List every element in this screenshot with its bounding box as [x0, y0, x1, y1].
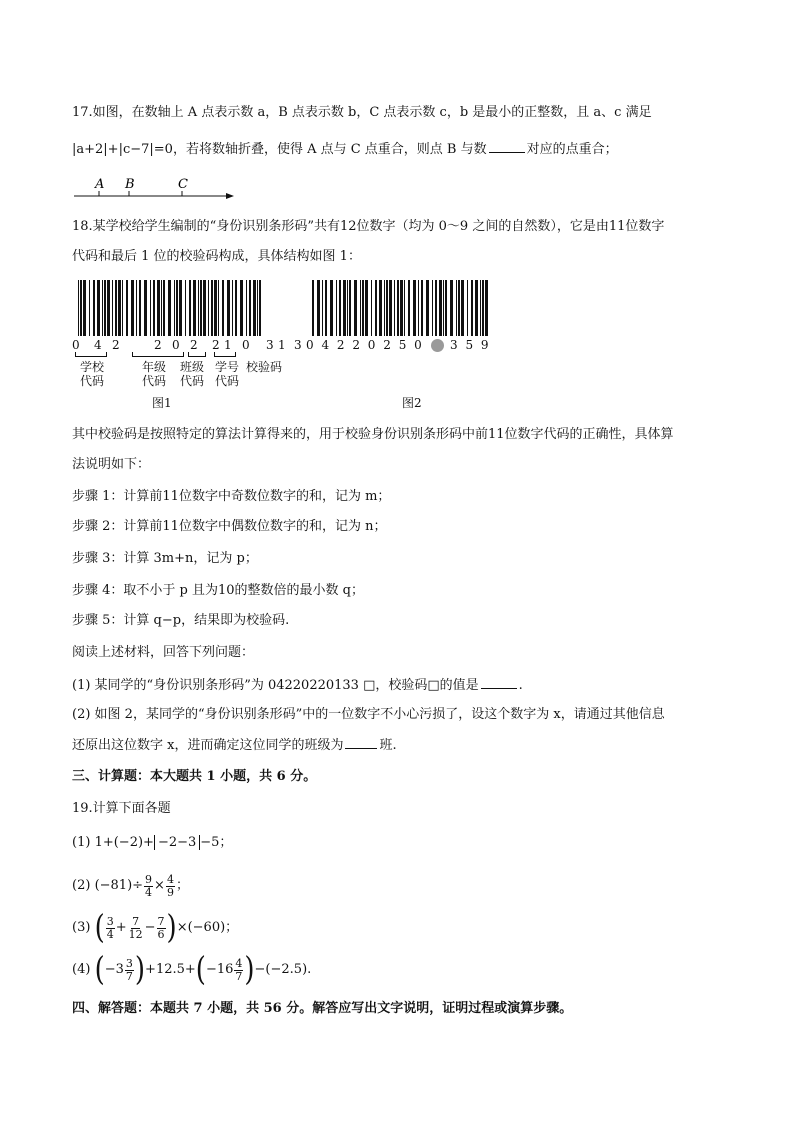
fraction: $\frac{7}{12}$: [128, 914, 143, 941]
q18-read: 阅读上述材料，回答下列问题：: [72, 645, 255, 660]
fig1-group-check: 校验码: [246, 360, 283, 374]
barcode-bar: [211, 280, 213, 336]
fig2-digits: 0 4 2 2 0 2 5 0: [306, 338, 424, 352]
barcode-bar: [203, 280, 206, 336]
barcode-fig2-bars: [312, 280, 492, 340]
fraction: $\frac{3}{7}$: [125, 956, 133, 983]
fraction: $\frac{7}{6}$: [157, 914, 165, 941]
q18-sub2-line2: 还原出这位数字 x，进而确定这位同学的班级为 班.: [72, 738, 397, 753]
barcode-bar: [174, 280, 175, 336]
barcode-bar: [397, 280, 399, 336]
barcode-bar: [435, 280, 437, 336]
barcode-bar: [157, 280, 160, 336]
barcode-bar: [365, 280, 368, 336]
abs-value: −2−3: [154, 835, 200, 850]
barcode-bar: [253, 280, 256, 336]
barcode-bar: [89, 280, 90, 336]
fig1-digit: 3: [266, 338, 274, 352]
barcode-bar: [78, 280, 79, 336]
barcode-bar: [131, 280, 134, 336]
barcode-bar: [445, 280, 447, 336]
fig1-digit: 0: [242, 338, 250, 352]
q18-sub1: (1) 某同学的“身份识别条形码”为 04220220133 □，校验码□的值是 .: [72, 678, 523, 693]
barcode-bar: [450, 280, 453, 336]
barcode-bar: [386, 280, 388, 336]
barcode-bar: [384, 280, 385, 336]
q18-para1: 其中校验码是按照特定的算法计算得来的，用于校验身份识别条形码中前11位数字代码的正确性，具体算: [72, 427, 674, 442]
step-3: 步骤 3：计算 3m+n，记为 p；: [72, 551, 258, 566]
fig1-group-grade: 年级 代码: [142, 360, 167, 388]
barcode-fig2: [312, 280, 492, 340]
barcode-bar: [115, 280, 117, 336]
barcode-bar: [482, 280, 484, 336]
barcode-bar: [413, 280, 416, 336]
barcode-bar: [330, 280, 333, 336]
barcode-bar: [362, 280, 364, 336]
barcode-bar: [371, 280, 372, 336]
barcode-bar: [214, 280, 217, 336]
barcode-bar: [421, 280, 423, 336]
fraction: $\frac{4}{9}$: [166, 872, 174, 899]
barcode-bar: [102, 280, 103, 336]
barcode-bar: [461, 280, 464, 336]
barcode-bar: [325, 280, 327, 336]
barcode-bar: [161, 280, 162, 336]
barcode-bar: [185, 280, 186, 336]
fig1-digit: 0: [172, 338, 180, 352]
barcode-bar: [80, 280, 82, 336]
barcode-bar: [249, 280, 251, 336]
barcode-fig1: [78, 280, 266, 340]
fig1-digit: 2: [112, 338, 120, 352]
barcode-bar: [259, 280, 261, 336]
q19-part3: (3) ( $\frac{3}{4}$ + $\frac{7}{12}$ − $\frac{7}{6}$ ) ×(−60)；: [72, 909, 239, 947]
q17-answer-blank[interactable]: [489, 140, 525, 153]
q18-sub2-blank[interactable]: [345, 736, 377, 749]
barcode-bar: [122, 280, 123, 336]
barcode-bar: [408, 280, 410, 336]
fig1-group-student: 学号 代码: [215, 360, 240, 388]
q19-part1: (1) 1+(−2)+ −2−3 −5；: [72, 835, 233, 850]
barcode-bar: [312, 280, 314, 336]
q18-sub2-line1: (2) 如图 2，某同学的“身份识别条形码”中的一位数字不小心污损了，设这个数字为 x，请通过其他信息: [72, 707, 665, 722]
barcode-bar: [439, 280, 442, 336]
barcode-bar: [485, 280, 488, 336]
q19-part2: (2) (−81)÷ $\frac{9}{4}$ × $\frac{4}{9}$ ；: [72, 872, 189, 899]
fig1-digit: 1: [224, 338, 232, 352]
fraction: $\frac{4}{7}$: [235, 956, 243, 983]
step-4: 步骤 4：取不小于 p 且为10的整数倍的最小数 q；: [72, 583, 364, 598]
barcode-bar: [379, 280, 382, 336]
fig2-caption: 图2: [402, 396, 422, 410]
q18-para2: 法说明如下：: [72, 457, 151, 472]
barcode-bar: [343, 280, 346, 336]
fig1-digit: 3: [294, 338, 302, 352]
barcode-bar: [126, 280, 128, 336]
barcode-bar: [389, 280, 392, 336]
barcode-bar: [222, 280, 224, 336]
axis-label-c: C: [178, 177, 188, 192]
barcode-bar: [456, 280, 457, 336]
fig1-digit: 2: [154, 338, 162, 352]
barcode-fig1-bars: [78, 280, 266, 340]
barcode-bar: [471, 280, 473, 336]
barcode-bar: [232, 280, 233, 336]
axis-label-a: A: [95, 177, 105, 192]
barcode-bar: [339, 280, 341, 336]
barcode-bar: [246, 280, 247, 336]
fig1-caption: 图1: [152, 396, 172, 410]
barcode-bar: [83, 280, 86, 336]
barcode-bar: [118, 280, 121, 336]
fig1-group-class: 班级 代码: [180, 360, 205, 388]
barcode-bar: [360, 280, 361, 336]
step-2: 步骤 2：计算前11位数字中偶数位数字的和，记为 n；: [72, 519, 387, 534]
barcode-bar: [475, 280, 478, 336]
barcode-bar: [240, 280, 243, 336]
barcode-bar: [97, 280, 100, 336]
barcode-bar: [349, 280, 351, 336]
fig1-digit: 2: [190, 338, 198, 352]
fraction: $\frac{3}{4}$: [106, 914, 114, 941]
q17-text-end: 对应的点重合；: [526, 142, 618, 157]
barcode-bar: [400, 280, 403, 336]
barcode-bar: [347, 280, 348, 336]
barcode-bar: [480, 280, 481, 336]
q18-line1: 18.某学校给学生编制的“身份识别条形码”共有12位数字（均为 0～9 之间的自然数），它是由11位数字: [72, 219, 665, 234]
barcode-bar: [443, 280, 444, 336]
q18-sub1-blank[interactable]: [481, 676, 517, 689]
barcode-bar: [458, 280, 460, 336]
fig1-digit: 4: [94, 338, 102, 352]
step-1: 步骤 1：计算前11位数字中奇数位数字的和，记为 m；: [72, 489, 391, 504]
smudge-icon: [431, 339, 444, 352]
barcode-bar: [227, 280, 230, 336]
axis-label-b: B: [125, 177, 135, 192]
q17-line2: [72, 140, 618, 159]
barcode-bar: [432, 280, 433, 336]
barcode-bar: [176, 280, 178, 336]
barcode-bar: [418, 280, 419, 336]
barcode-bar: [144, 280, 147, 336]
barcode-bar: [136, 280, 137, 336]
barcode-bar: [218, 280, 219, 336]
barcode-bar: [354, 280, 357, 336]
section-4-heading: 四、解答题：本题共 7 小题，共 56 分。解答应写出文字说明，证明过程或演算步骤。: [72, 1001, 573, 1016]
barcode-bar: [208, 280, 209, 336]
barcode-bar: [322, 280, 323, 336]
barcode-bar: [467, 280, 468, 336]
q17-text: ，若将数轴折叠，使得 A 点与 C 点重合，则点 B 与数: [172, 142, 487, 157]
barcode-bar: [139, 280, 141, 336]
fig2-digits-2: 3 5 9: [450, 338, 491, 352]
barcode-bar: [179, 280, 182, 336]
fig1-group-school: 学校 代码: [80, 360, 105, 388]
barcode-bar: [336, 280, 337, 336]
q19-title: 19.计算下面各题: [72, 801, 171, 816]
q17-line1: 17.如图，在数轴上 A 点表示数 a，B 点表示数 b，C 点表示数 c，b 是最小的正整数，且 a、c 满足: [72, 105, 652, 120]
barcode-bar: [104, 280, 106, 336]
barcode-bar: [163, 280, 165, 336]
barcode-bar: [235, 280, 237, 336]
section-3-heading: 三、计算题：本大题共 1 小题，共 6 分。: [72, 769, 317, 784]
step-5: 步骤 5：计算 q−p，结果即为校验码.: [72, 613, 290, 628]
fig1-digit: 2: [212, 338, 220, 352]
barcode-bar: [426, 280, 429, 336]
q18-line2: 代码和最后 1 位的校验码构成，具体结构如图 1：: [72, 249, 361, 264]
barcode-bar: [198, 280, 199, 336]
barcode-bar: [168, 280, 171, 336]
barcode-bar: [189, 280, 191, 336]
q17-abs-expression: |a+2|+|c−7|=0: [72, 142, 173, 157]
barcode-bar: [375, 280, 377, 336]
barcode-bar: [394, 280, 395, 336]
barcode-bar: [200, 280, 202, 336]
barcode-bar: [193, 280, 196, 336]
barcode-bar: [257, 280, 258, 336]
fig1-digit: 0: [72, 338, 80, 352]
barcode-bar: [107, 280, 110, 336]
barcode-bar: [112, 280, 113, 336]
number-line: [72, 172, 242, 204]
q19-part4: (4) ( −3 $\frac{3}{7}$ ) +12.5+ ( −16 $\frac{4}{7}$ ) −(−2.5).: [72, 951, 312, 989]
barcode-bar: [93, 280, 95, 336]
barcode-bar: [153, 280, 155, 336]
barcode-bar: [150, 280, 151, 336]
fig1-digit: 1: [278, 338, 286, 352]
barcode-bar: [317, 280, 320, 336]
fraction: $\frac{9}{4}$: [145, 872, 153, 899]
barcode-bar: [404, 280, 405, 336]
